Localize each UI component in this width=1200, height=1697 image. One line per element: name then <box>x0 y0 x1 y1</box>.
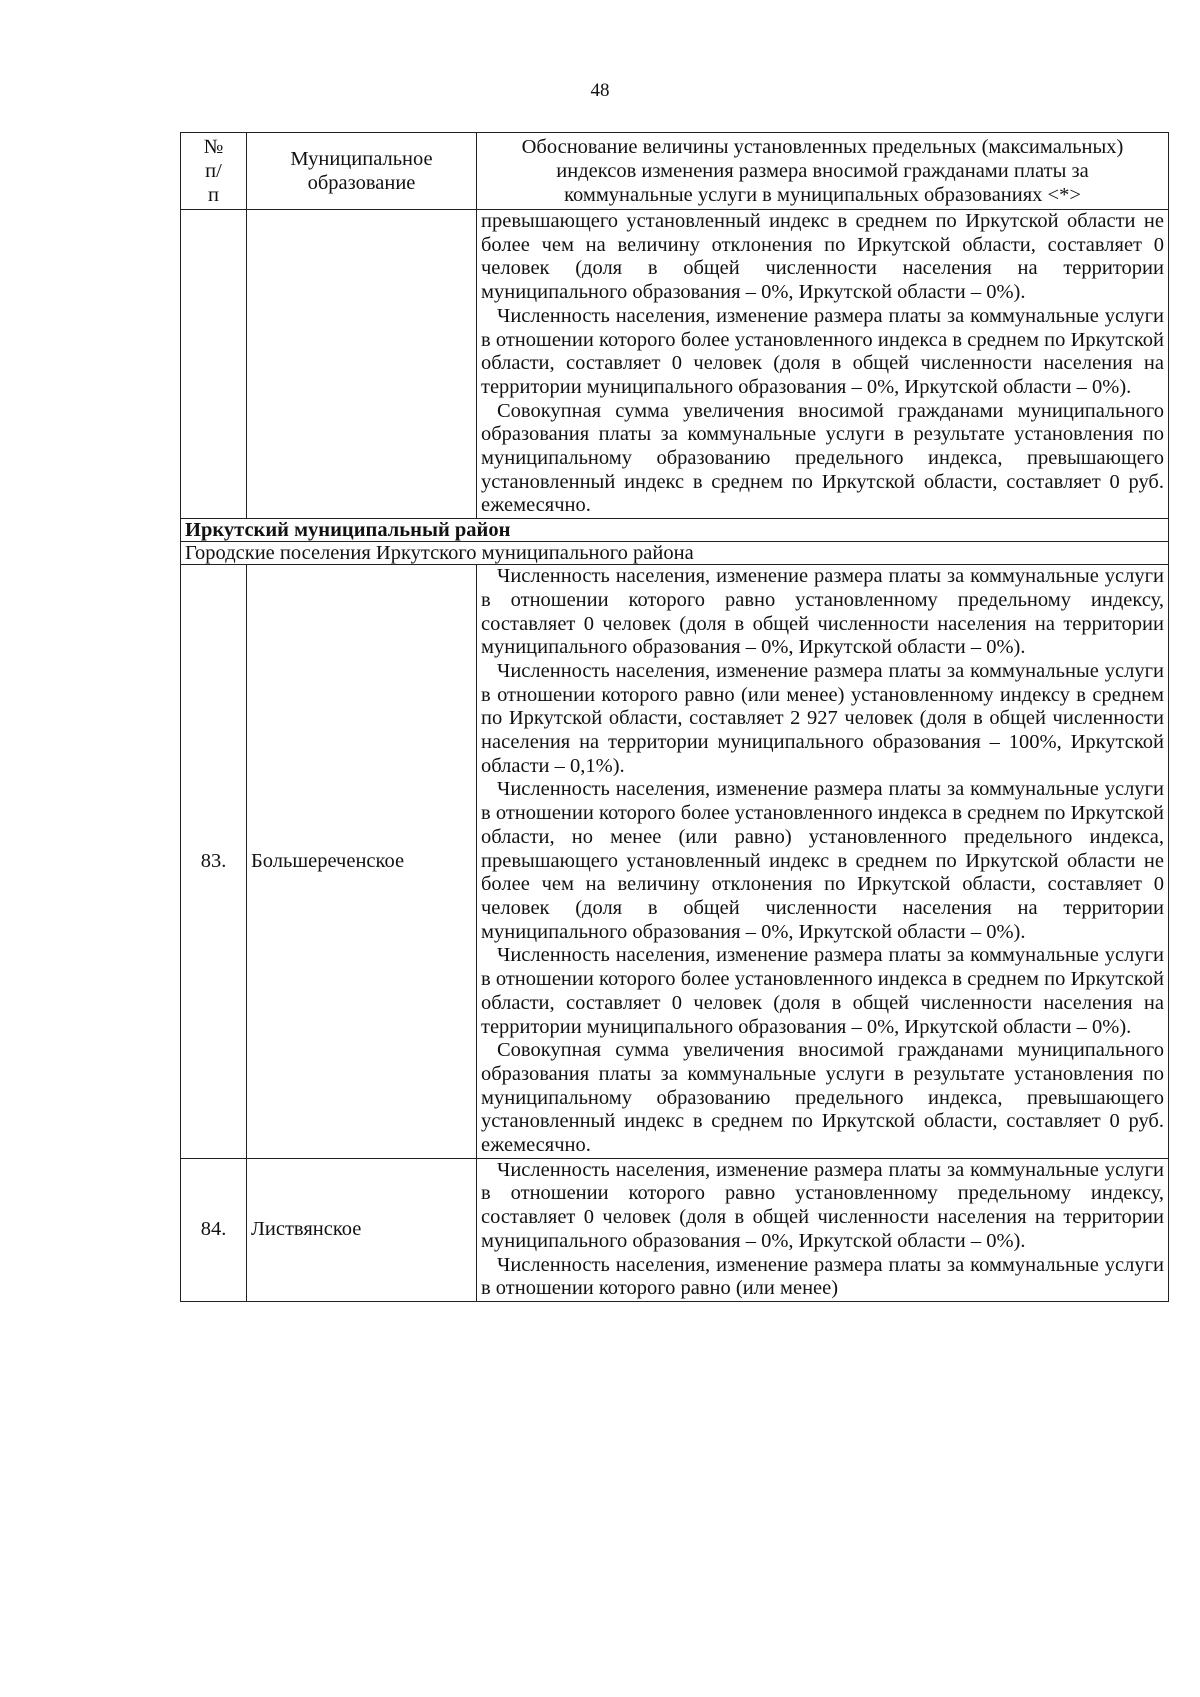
paragraph: Численность населения, изменение размера платы за коммунальные услуги в отношении которого равно (или менее) <box>481 1253 1164 1300</box>
header-justification: Обоснование величины установленных предельных (максимальных) индексов изменения размера вносимой гражданами платы за коммунальные услуги в муниципальных образованиях <*> <box>477 133 1169 210</box>
paragraph: Численность населения, изменение размера платы за коммунальные услуги в отношении которого более установленного индекса в среднем по Иркутской области, но менее (или равно) установленного предельного индекса, превышающего установленный индекс в среднем по Иркутской области не более чем на величину отклонения по Иркутской области, составляет 0 человек (доля в общей численности населения на территории муниципального образования – 0%, Иркутской области – 0%). <box>481 778 1164 943</box>
subsection-row <box>181 542 1169 565</box>
paragraph: Численность населения, изменение размера платы за коммунальные услуги в отношении которого равно (или менее) установленному индексу в среднем по Иркутской области, составляет 2 927 человек (доля в общей численности населения на территории муниципального образования – 100%, Иркутской области – 0,1%). <box>481 659 1164 777</box>
section-row <box>181 519 1169 542</box>
row-number: 83. <box>181 565 247 1159</box>
paragraph: превышающего установленный индекс в среднем по Иркутской области не более чем на величину отклонения по Иркутской области, составляет 0 человек (доля в общей численности населения на территории муниципального образования – 0%, Иркутской области – 0%). <box>481 210 1164 304</box>
cell-municipality-empty <box>247 210 477 519</box>
municipality-name: Листвянское <box>247 1158 477 1301</box>
index-justification-table <box>180 132 1169 1302</box>
row-number: 84. <box>181 1158 247 1301</box>
cell-justification <box>477 1158 1169 1301</box>
paragraph: Численность населения, изменение размера платы за коммунальные услуги в отношении которого более установленного индекса в среднем по Иркутской области, составляет 0 человек (доля в общей численности населения на территории муниципального образования – 0%, Иркутской области – 0%). <box>481 944 1164 1038</box>
paragraph: Совокупная сумма увеличения вносимой гражданами муниципального образования платы за коммунальные услуги в результате установления по муниципальному образованию предельного индекса, превышающего установленный индекс в среднем по Иркутской области, составляет 0 руб. ежемесячно. <box>481 399 1164 517</box>
subsection-title: Городские поселения Иркутского муниципального района <box>181 542 1169 565</box>
municipality-name: Большереченское <box>247 565 477 1159</box>
header-municipality: Муниципальное образование <box>247 133 477 210</box>
paragraph: Численность населения, изменение размера платы за коммунальные услуги в отношении которого равно установленному предельному индексу, составляет 0 человек (доля в общей численности населения на территории муниципального образования – 0%, Иркутской области – 0%). <box>481 565 1164 659</box>
cell-number-empty <box>181 210 247 519</box>
paragraph: Численность населения, изменение размера платы за коммунальные услуги в отношении которого равно установленному предельному индексу, составляет 0 человек (доля в общей численности населения на территории муниципального образования – 0%, Иркутской области – 0%). <box>481 1158 1164 1252</box>
table-row-83 <box>181 565 1169 1159</box>
section-title: Иркутский муниципальный район <box>181 519 1169 542</box>
header-number: № п/п <box>181 133 247 210</box>
page-number: 48 <box>590 80 610 101</box>
table-row-continued <box>181 210 1169 519</box>
paragraph: Совокупная сумма увеличения вносимой гражданами муниципального образования платы за коммунальные услуги в результате установления по муниципальному образованию предельного индекса, превышающего установленный индекс в среднем по Иркутской области, составляет 0 руб. ежемесячно. <box>481 1039 1164 1157</box>
table-row-84 <box>181 1158 1169 1301</box>
table-header-row <box>181 133 1169 210</box>
paragraph: Численность населения, изменение размера платы за коммунальные услуги в отношении которого более установленного индекса в среднем по Иркутской области, составляет 0 человек (доля в общей численности населения на территории муниципального образования – 0%, Иркутской области – 0%). <box>481 304 1164 398</box>
cell-justification-continued <box>477 210 1169 519</box>
cell-justification <box>477 565 1169 1159</box>
